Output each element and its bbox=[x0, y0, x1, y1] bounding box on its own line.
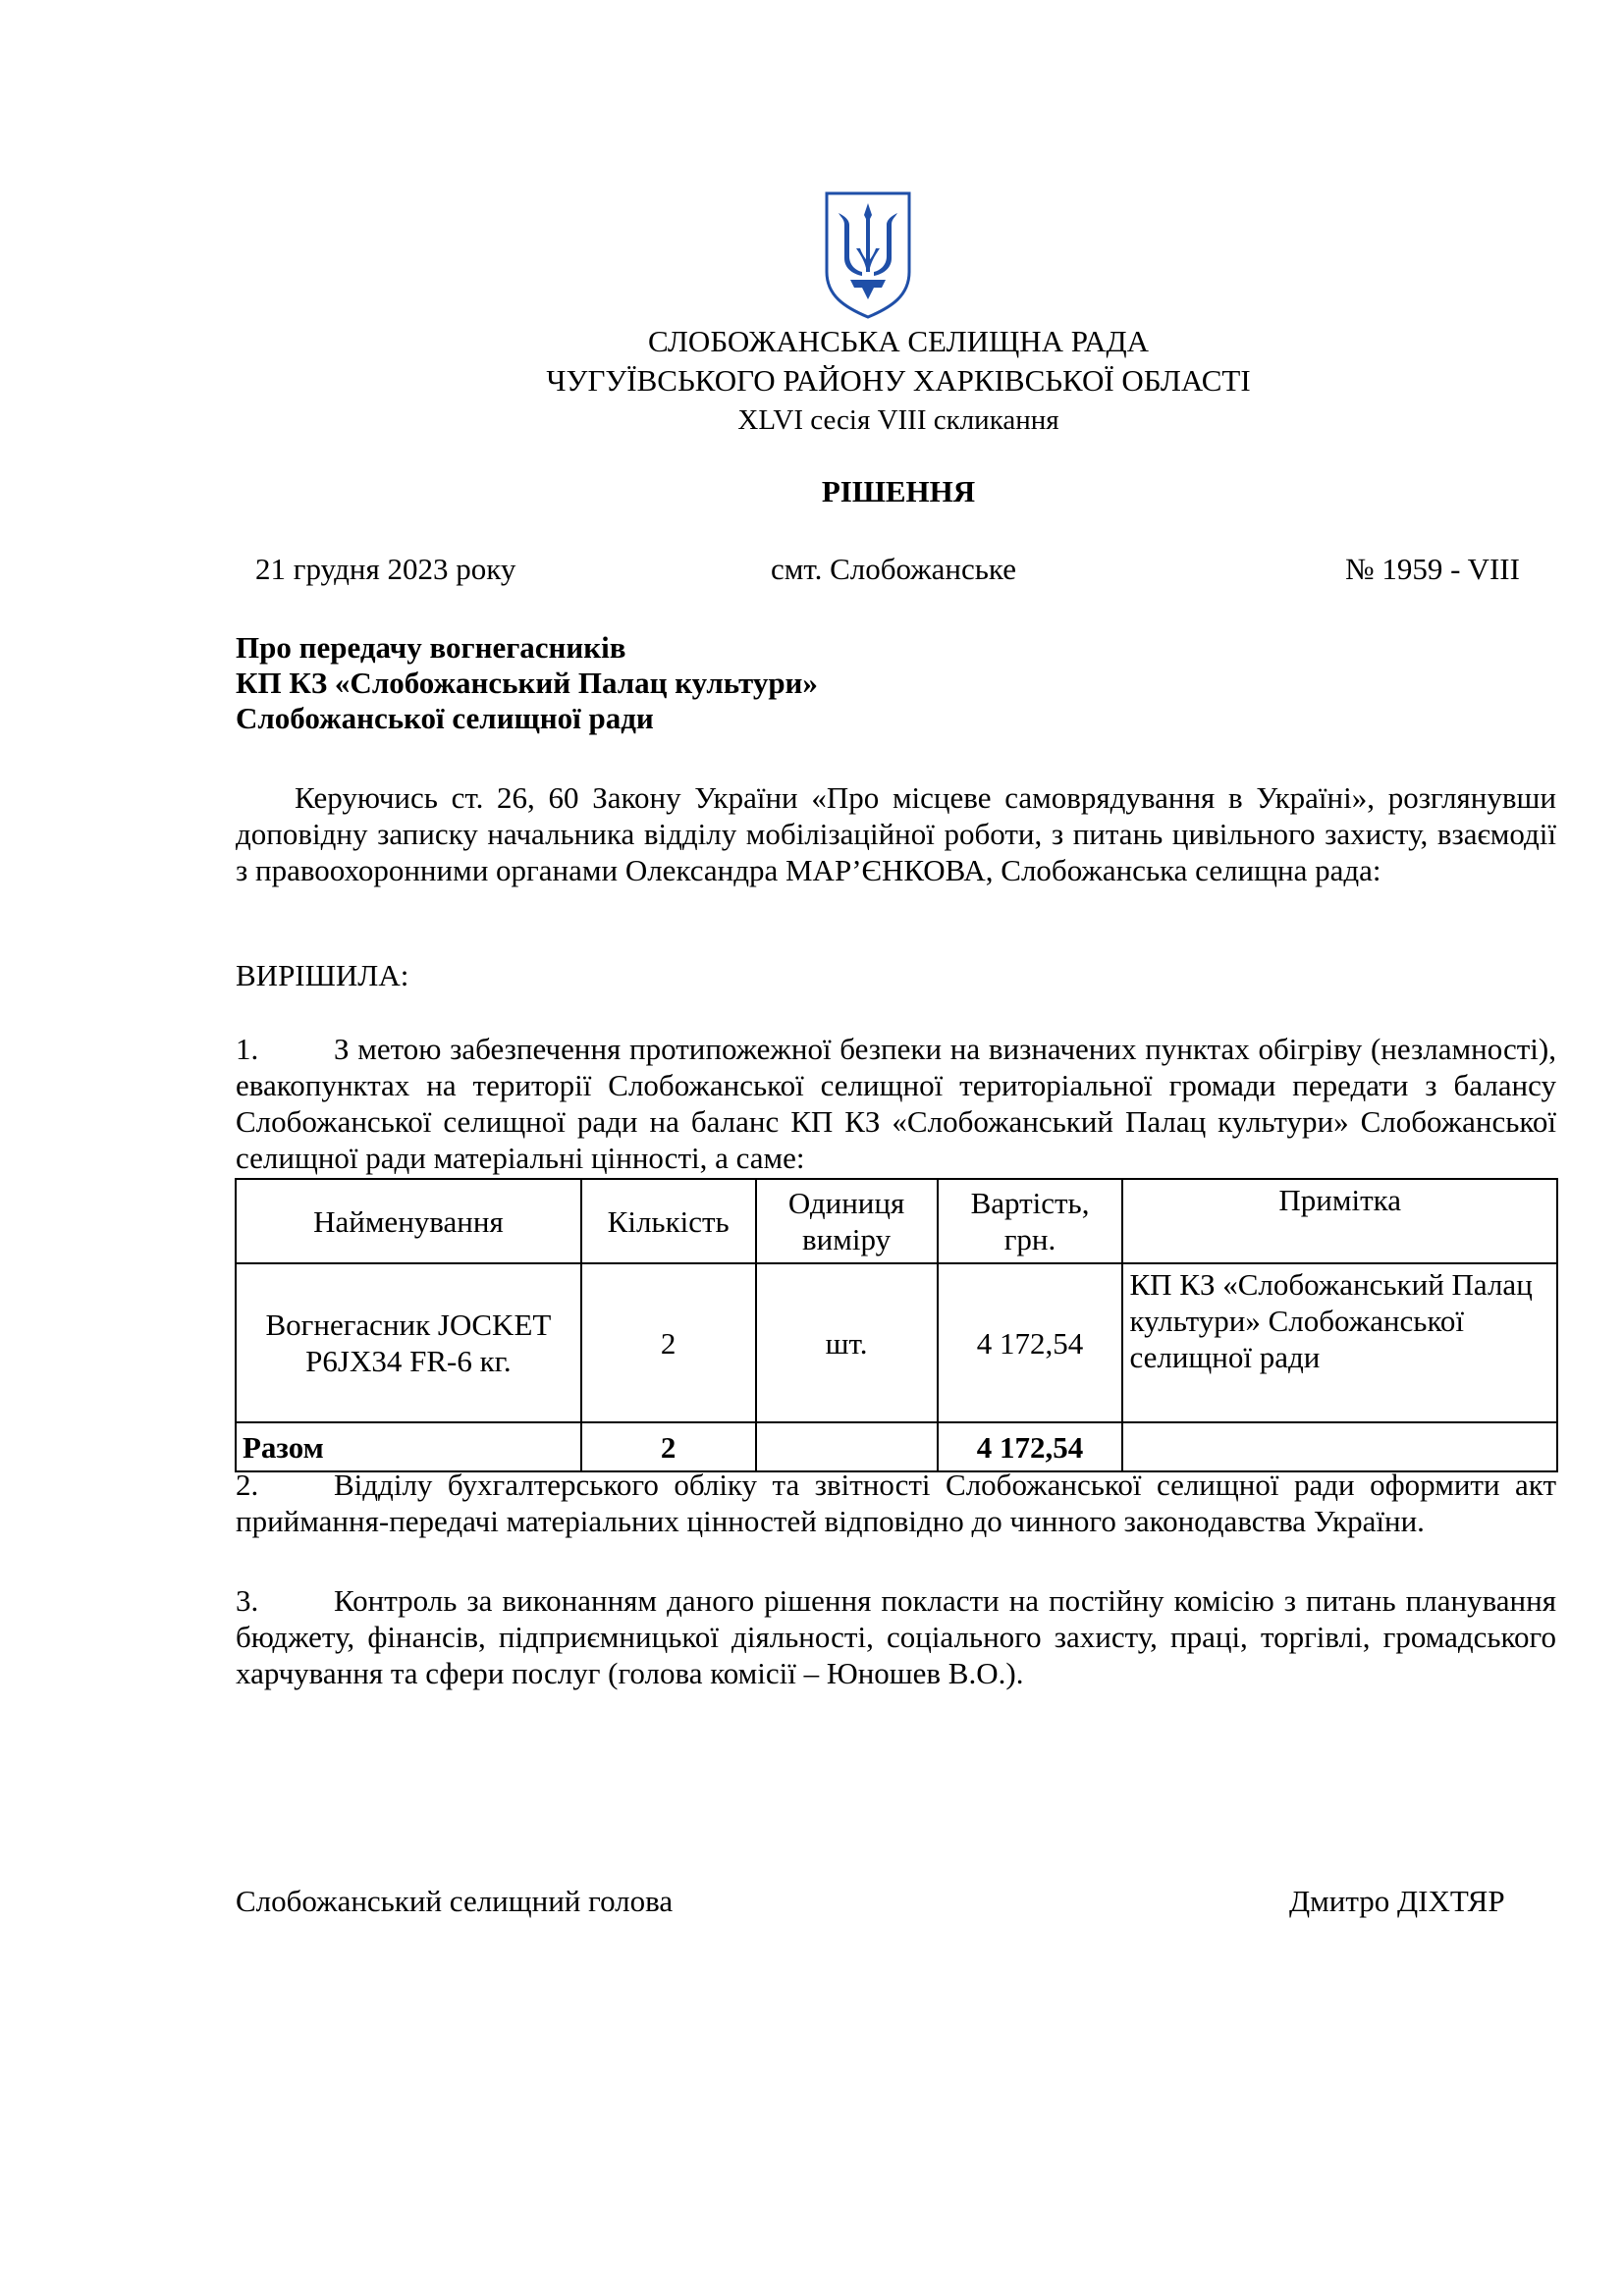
trident-coat-of-arms-icon bbox=[823, 189, 913, 321]
session-label: XLVI сесія VIII скликання bbox=[737, 404, 1059, 436]
item-unit-cell: шт. bbox=[756, 1263, 938, 1422]
table-total-row bbox=[236, 1422, 1557, 1471]
signature-name: Дмитро ДІХТЯР bbox=[1289, 1884, 1505, 1918]
total-note-cell bbox=[1122, 1422, 1557, 1471]
table-header-row bbox=[236, 1179, 1557, 1263]
item-text: З метою забезпечення протипожежної безпеки на визначених пунктах обігріву (незламності), евакопунктах на території Слобожанської селищної територіальної громади передати з балансу Слобожанської селищної ради на баланс КП КЗ «Слобожанський Палац культури» Слобожанської селищної ради матеріальні цінності, а саме: bbox=[236, 1032, 1556, 1175]
total-unit-cell bbox=[756, 1422, 938, 1471]
document-title: РІШЕННЯ bbox=[821, 474, 976, 508]
column-header: Найменування bbox=[236, 1179, 581, 1263]
signature-position: Слобожанський селищний голова bbox=[236, 1884, 674, 1918]
decision-place: смт. Слобожанське bbox=[771, 552, 1016, 586]
total-qty-cell: 2 bbox=[581, 1422, 756, 1471]
item-cost-cell: 4 172,54 bbox=[938, 1263, 1123, 1422]
item-name-cell: Вогнегасник JOCKET P6JX34 FR-6 кг. bbox=[236, 1263, 581, 1422]
subject-line: Про передачу вогнегасників bbox=[236, 630, 626, 665]
item-note-cell: КП КЗ «Слобожанський Палац культури» Слобожанської селищної ради bbox=[1122, 1263, 1557, 1422]
item-number: 2. bbox=[236, 1468, 259, 1502]
preamble-paragraph: Керуючись ст. 26, 60 Закону України «Про місцеве самоврядування в Україні», розглянувши доповідну записку начальника відділу мобілізаційної роботи, з питань цивільного захисту, взаємодії з правоохоронними органами Олександра МАР’ЄНКОВА, Слобожанська селищна рада: bbox=[236, 780, 1556, 887]
item-number: 1. bbox=[236, 1032, 259, 1066]
item-text: Контроль за виконанням даного рішення покласти на постійну комісію з питань планування бюджету, фінансів, підприємницької діяльності, соціального захисту, праці, торгівлі, громадського харчування та сфери послуг (голова комісії – Юношев В.О.). bbox=[236, 1583, 1556, 1690]
total-cost-cell: 4 172,54 bbox=[938, 1422, 1123, 1471]
district-name: ЧУГУЇВСЬКОГО РАЙОНУ ХАРКІВСЬКОЇ ОБЛАСТІ bbox=[546, 363, 1251, 398]
subject-line: КП КЗ «Слобожанський Палац культури» bbox=[236, 666, 818, 700]
table-row bbox=[236, 1263, 1557, 1422]
column-header: Кількість bbox=[581, 1179, 756, 1263]
item-qty-cell: 2 bbox=[581, 1263, 756, 1422]
decision-item-3 bbox=[236, 1582, 1556, 1691]
decision-item-2 bbox=[236, 1467, 1556, 1539]
column-header: Вартість, грн. bbox=[938, 1179, 1123, 1263]
column-header: Примітка bbox=[1122, 1179, 1557, 1263]
inventory-table bbox=[235, 1178, 1558, 1472]
item-text: Відділу бухгалтерського обліку та звітності Слобожанської селищної ради оформити акт приймання-передачі матеріальних цінностей відповідно до чинного законодавства України. bbox=[236, 1468, 1556, 1538]
total-label-cell: Разом bbox=[236, 1422, 581, 1471]
resolved-label: ВИРІШИЛА: bbox=[236, 958, 409, 992]
decision-subject bbox=[236, 630, 818, 736]
decision-item-1 bbox=[236, 1031, 1556, 1176]
subject-line: Слобожанської селищної ради bbox=[236, 701, 654, 735]
column-header: Одиниця виміру bbox=[756, 1179, 938, 1263]
decision-date: 21 грудня 2023 року bbox=[255, 552, 516, 586]
item-number: 3. bbox=[236, 1583, 259, 1618]
council-name: СЛОБОЖАНСЬКА СЕЛИЩНА РАДА bbox=[648, 324, 1149, 358]
decision-number: № 1959 - VIII bbox=[1345, 552, 1520, 586]
